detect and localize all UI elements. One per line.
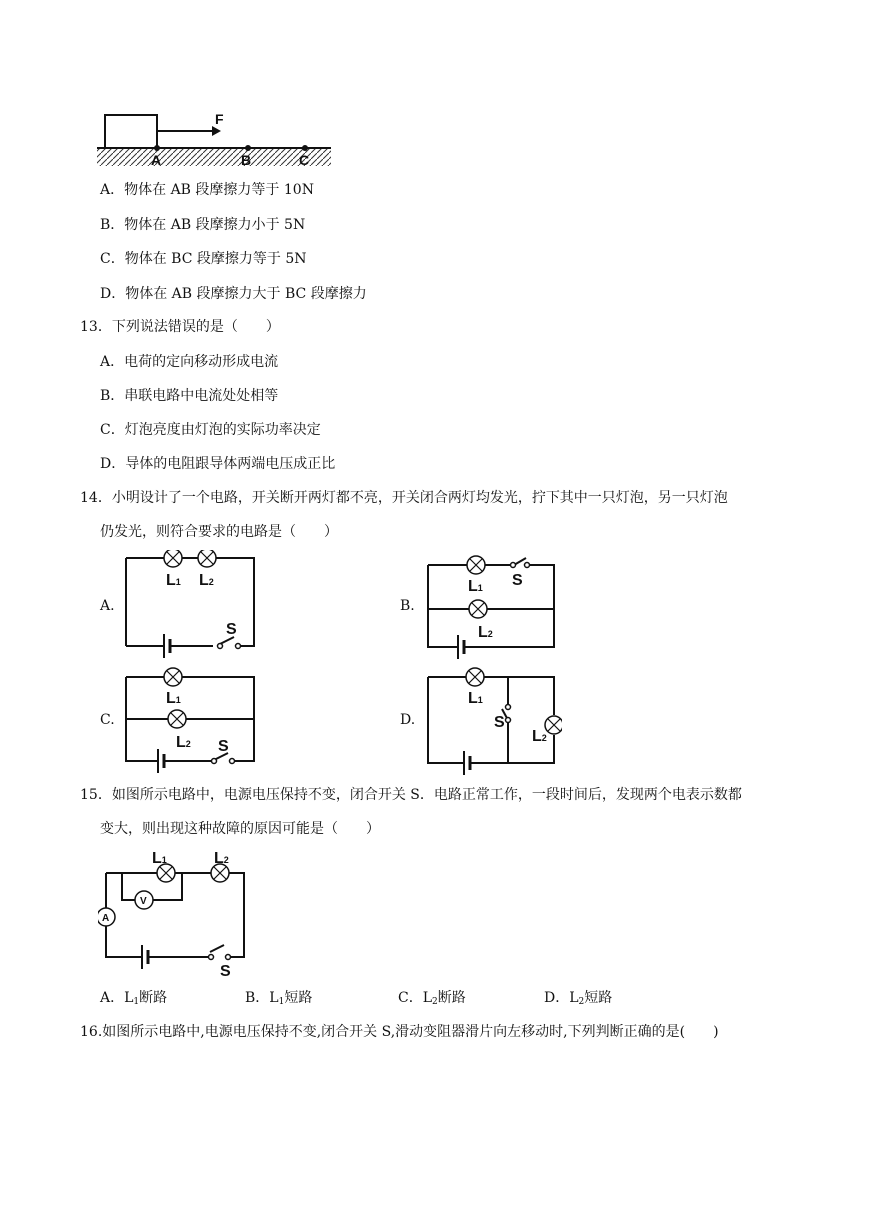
block-force-figure — [95, 105, 335, 170]
q15-option-c: C．$L_2$断路 — [398, 990, 466, 1007]
switch-label: S — [220, 963, 231, 980]
q12-option-b: B．物体在 AB 段摩擦力小于 5N — [100, 217, 306, 233]
point-b — [245, 145, 251, 151]
lamp-l1-label: L1 — [166, 572, 181, 589]
lamp-l2-label: L2 — [176, 734, 191, 751]
q15-option-d: D．$L_2$短路 — [544, 990, 613, 1007]
lamp-l1-label: L1 — [468, 578, 483, 595]
lamp-l2-icon — [168, 710, 186, 728]
ground-hatching — [97, 148, 331, 166]
q14-stem-line2: 仍发光，则符合要求的电路是（ ） — [100, 524, 338, 540]
q15-option-a: A．$L_1$断路 — [100, 990, 168, 1007]
lamp-l1-label: L1 — [468, 690, 483, 707]
q13-option-d: D．导体的电阻跟导体两端电压成正比 — [100, 456, 336, 472]
switch-contact — [209, 955, 214, 960]
point-c-label: C — [299, 152, 310, 168]
q15-stem-line2: 变大，则出现这种故障的原因可能是（ ） — [100, 821, 380, 837]
force-arrow-head — [212, 126, 221, 136]
q14-option-a-letter: A. — [100, 598, 115, 614]
q13-option-b: B．串联电路中电流处处相等 — [100, 388, 279, 404]
svg-text:A: A — [102, 913, 110, 924]
circuit-a — [120, 550, 265, 662]
lamp-l2-icon — [469, 600, 487, 618]
switch-contact — [226, 955, 231, 960]
switch-label: S — [512, 572, 523, 589]
lamp-l1-icon — [164, 668, 182, 686]
switch-contact — [511, 563, 516, 568]
lamp-l1-icon — [164, 550, 182, 567]
lamp-l2-icon — [198, 550, 216, 567]
circuit-c — [120, 665, 265, 777]
switch-contact — [218, 644, 223, 649]
point-a — [154, 145, 160, 151]
switch-label: S — [494, 714, 505, 731]
lamp-l2-label: L2 — [199, 572, 214, 589]
switch-contact — [525, 563, 530, 568]
circuit-b — [422, 555, 562, 660]
q12-option-c: C．物体在 BC 段摩擦力等于 5N — [100, 251, 307, 267]
ammeter-icon — [98, 908, 115, 926]
switch-label: S — [218, 738, 229, 755]
switch-label: S — [226, 621, 237, 638]
q12-option-d: D．物体在 AB 段摩擦力大于 BC 段摩擦力 — [100, 286, 367, 302]
lamp-l2-label: L2 — [478, 624, 493, 641]
point-a-label: A — [151, 152, 162, 168]
lamp-l2-label: L2 — [214, 850, 229, 867]
lamp-l2-icon — [545, 716, 562, 734]
q14-option-b-letter: B. — [400, 598, 415, 614]
switch-contact — [506, 705, 511, 710]
voltmeter-icon — [135, 891, 153, 909]
q15-option-b: B．$L_1$短路 — [245, 990, 313, 1007]
q16-stem: 16.如图所示电路中,电源电压保持不变,闭合开关 S,滑动变阻器滑片向左移动时,下列判断正确的是( ) — [80, 1024, 719, 1040]
q13-stem: 13．下列说法错误的是（ ） — [80, 319, 280, 335]
switch-contact — [212, 759, 217, 764]
force-label: F — [215, 111, 224, 127]
q15-stem-line1: 15．如图所示电路中，电源电压保持不变，闭合开关 S．电路正常工作，一段时间后，发现两个电表示数都 — [80, 787, 742, 803]
switch-contact — [230, 759, 235, 764]
lamp-l2-label: L2 — [532, 728, 547, 745]
q14-option-c-letter: C. — [100, 712, 115, 728]
switch-contact — [506, 718, 511, 723]
point-b-label: B — [241, 152, 252, 168]
lamp-l1-label: L1 — [166, 690, 181, 707]
lamp-l1-icon — [466, 668, 484, 686]
switch-contact — [236, 644, 241, 649]
q14-option-d-letter: D. — [400, 712, 416, 728]
q14-stem-line1: 14．小明设计了一个电路，开关断开两灯都不亮，开关闭合两灯均发光，拧下其中一只灯泡，另一只灯泡 — [80, 490, 728, 506]
circuit-q15 — [98, 845, 248, 980]
lamp-l1-icon — [467, 556, 485, 574]
svg-text:V: V — [140, 896, 147, 907]
q12-option-a: A．物体在 AB 段摩擦力等于 10N — [100, 182, 314, 198]
lamp-l1-label: L1 — [152, 850, 167, 867]
circuit-d — [422, 665, 562, 777]
point-c — [302, 145, 308, 151]
block — [105, 115, 157, 148]
q13-option-c: C．灯泡亮度由灯泡的实际功率决定 — [100, 422, 321, 438]
q13-option-a: A．电荷的定向移动形成电流 — [100, 354, 279, 370]
